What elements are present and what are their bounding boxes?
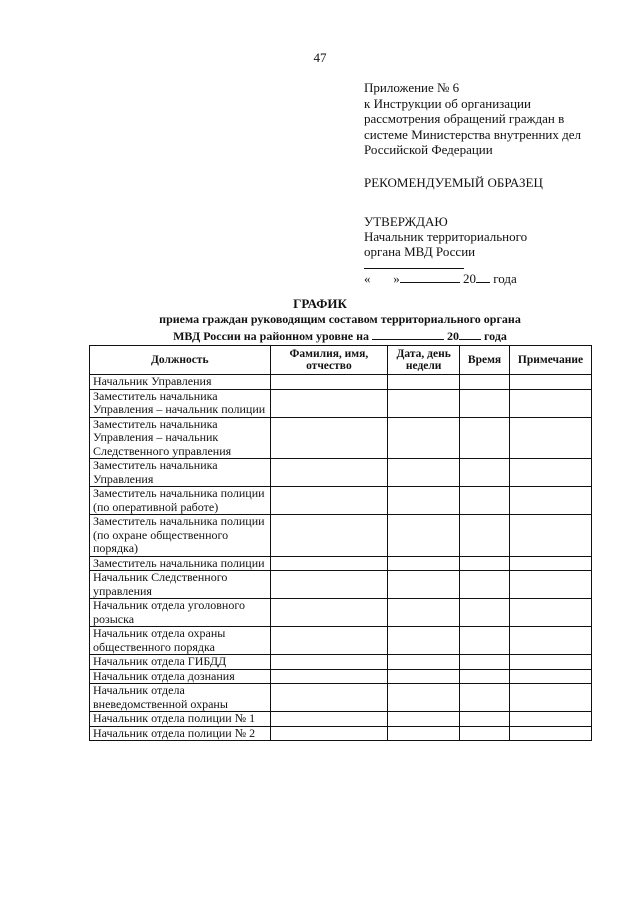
position-cell: Заместитель начальника Управления – начальник полиции xyxy=(90,389,271,417)
full-name-cell xyxy=(270,556,388,571)
note-cell xyxy=(510,556,592,571)
date-cell xyxy=(388,599,460,627)
note-cell xyxy=(510,571,592,599)
table-row xyxy=(90,389,592,417)
table-row xyxy=(90,515,592,557)
appendix-line: Российской Федерации xyxy=(364,142,493,157)
approve-heading: УТВЕРЖДАЮ xyxy=(364,214,448,229)
signature-line xyxy=(364,268,464,269)
full-name-cell xyxy=(270,515,388,557)
time-cell xyxy=(460,684,510,712)
date-cell xyxy=(388,684,460,712)
year-blank xyxy=(459,327,481,340)
subtitle-line xyxy=(0,327,640,344)
time-cell xyxy=(460,726,510,741)
month-blank xyxy=(400,270,460,283)
column-header-full-name: Фамилия, имя, отчество xyxy=(270,346,388,375)
note-cell xyxy=(510,712,592,727)
subtitle-year: 20 xyxy=(447,328,460,343)
reception-schedule-table xyxy=(89,345,592,741)
recommended-sample-label: РЕКОМЕНДУЕМЫЙ ОБРАЗЕЦ xyxy=(364,175,543,190)
date-cell xyxy=(388,556,460,571)
page-number: 47 xyxy=(313,50,327,65)
approver-line: органа МВД России xyxy=(364,244,476,259)
table-row xyxy=(90,487,592,515)
subtitle-year-word: года xyxy=(484,328,507,343)
full-name-cell xyxy=(270,726,388,741)
time-cell xyxy=(460,655,510,670)
table-row xyxy=(90,712,592,727)
table-row xyxy=(90,726,592,741)
time-cell xyxy=(460,389,510,417)
full-name-cell xyxy=(270,669,388,684)
time-cell xyxy=(460,669,510,684)
subtitle-text: МВД России на районном уровне на xyxy=(173,328,370,343)
note-cell xyxy=(510,655,592,670)
appendix-line: рассмотрения обращений граждан в xyxy=(364,111,565,126)
date-cell xyxy=(388,712,460,727)
note-cell xyxy=(510,417,592,459)
table-row xyxy=(90,459,592,487)
date-cell xyxy=(388,417,460,459)
approval-block xyxy=(364,214,527,259)
date-cell xyxy=(388,515,460,557)
time-cell xyxy=(460,459,510,487)
position-cell: Начальник Следственного управления xyxy=(90,571,271,599)
open-quote: « xyxy=(364,271,371,286)
column-header-position: Должность xyxy=(90,346,271,375)
approver-line: Начальник территориального xyxy=(364,229,528,244)
note-cell xyxy=(510,669,592,684)
position-cell: Заместитель начальника полиции (по охране общественного порядка) xyxy=(90,515,271,557)
full-name-cell xyxy=(270,655,388,670)
time-cell xyxy=(460,712,510,727)
full-name-cell xyxy=(270,417,388,459)
close-quote: » xyxy=(393,271,400,286)
table-header-row xyxy=(90,346,592,375)
full-name-cell xyxy=(270,389,388,417)
position-cell: Заместитель начальника полиции (по оперативной работе) xyxy=(90,487,271,515)
column-header-date: Дата, день недели xyxy=(388,346,460,375)
date-cell xyxy=(388,726,460,741)
subtitle-line: приема граждан руководящим составом территориального органа xyxy=(159,312,521,326)
note-cell xyxy=(510,627,592,655)
full-name-cell xyxy=(270,627,388,655)
table-row xyxy=(90,571,592,599)
position-cell: Начальник отдела полиции № 2 xyxy=(90,726,271,741)
date-blank xyxy=(372,327,444,340)
column-header-time: Время xyxy=(460,346,510,375)
date-cell xyxy=(388,669,460,684)
note-cell xyxy=(510,459,592,487)
date-cell xyxy=(388,487,460,515)
date-cell xyxy=(388,571,460,599)
position-cell: Заместитель начальника полиции xyxy=(90,556,271,571)
position-cell: Заместитель начальника Управления – начальник Следственного управления xyxy=(90,417,271,459)
year-word: года xyxy=(493,271,517,286)
time-cell xyxy=(460,627,510,655)
full-name-cell xyxy=(270,571,388,599)
note-cell xyxy=(510,599,592,627)
column-header-note: Примечание xyxy=(510,346,592,375)
date-cell xyxy=(388,627,460,655)
position-cell: Начальник отдела вневедомственной охраны xyxy=(90,684,271,712)
time-cell xyxy=(460,487,510,515)
time-cell xyxy=(460,556,510,571)
table-row xyxy=(90,556,592,571)
table-row xyxy=(90,375,592,390)
document-subtitle xyxy=(0,313,640,343)
position-cell: Начальник Управления xyxy=(90,375,271,390)
appendix-line: к Инструкции об организации xyxy=(364,95,531,111)
full-name-cell xyxy=(270,487,388,515)
appendix-line: системе Министерства внутренних дел xyxy=(364,126,581,142)
position-cell: Начальник отдела дознания xyxy=(90,669,271,684)
year-prefix: 20 xyxy=(463,271,476,286)
note-cell xyxy=(510,726,592,741)
table-row xyxy=(90,684,592,712)
note-cell xyxy=(510,684,592,712)
table-row xyxy=(90,627,592,655)
appendix-line: Приложение № 6 xyxy=(364,80,460,95)
year-blank xyxy=(476,270,490,283)
table-row xyxy=(90,669,592,684)
note-cell xyxy=(510,389,592,417)
position-cell: Начальник отдела полиции № 1 xyxy=(90,712,271,727)
date-cell xyxy=(388,389,460,417)
full-name-cell xyxy=(270,684,388,712)
table-row xyxy=(90,417,592,459)
note-cell xyxy=(510,487,592,515)
appendix-block xyxy=(364,80,581,158)
position-cell: Начальник отдела ГИБДД xyxy=(90,655,271,670)
full-name-cell xyxy=(270,375,388,390)
time-cell xyxy=(460,375,510,390)
position-cell: Начальник отдела охраны общественного порядка xyxy=(90,627,271,655)
note-cell xyxy=(510,515,592,557)
document-title: ГРАФИК xyxy=(293,296,347,311)
time-cell xyxy=(460,571,510,599)
date-cell xyxy=(388,375,460,390)
full-name-cell xyxy=(270,599,388,627)
position-cell: Заместитель начальника Управления xyxy=(90,459,271,487)
table-row xyxy=(90,599,592,627)
note-cell xyxy=(510,375,592,390)
date-cell xyxy=(388,459,460,487)
full-name-cell xyxy=(270,459,388,487)
time-cell xyxy=(460,417,510,459)
time-cell xyxy=(460,599,510,627)
approval-date-line xyxy=(364,270,517,287)
position-cell: Начальник отдела уголовного розыска xyxy=(90,599,271,627)
table-row xyxy=(90,655,592,670)
time-cell xyxy=(460,515,510,557)
full-name-cell xyxy=(270,712,388,727)
date-cell xyxy=(388,655,460,670)
